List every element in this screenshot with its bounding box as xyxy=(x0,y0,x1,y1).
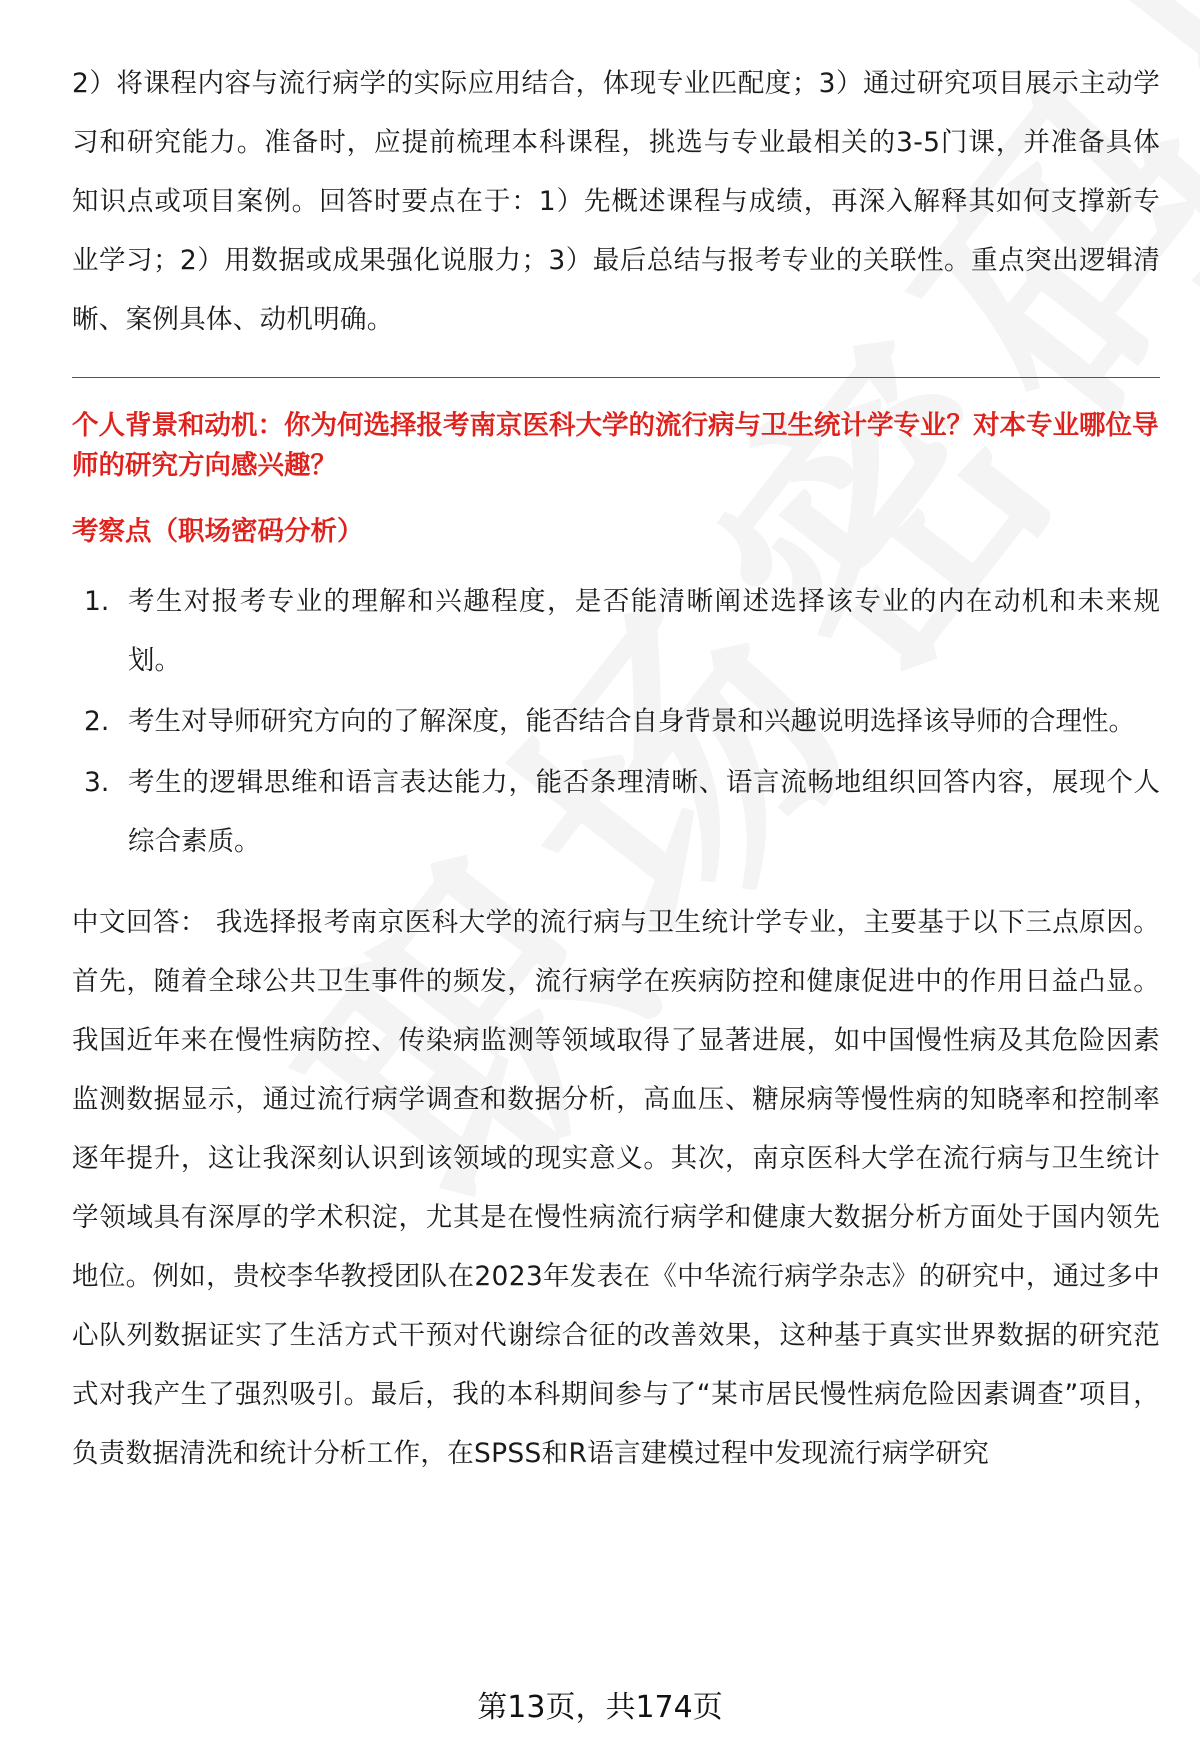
points-heading: 考察点（职场密码分析） xyxy=(72,516,364,547)
list-item-number: 1. xyxy=(84,586,110,617)
list-item xyxy=(72,692,1160,751)
answer-paragraph: 中文回答： 我选择报考南京医科大学的流行病与卫生统计学专业，主要基于以下三点原因。首先，随着全球公共卫生事件的频发，流行病学在疾病防控和健康促进中的作用日益凸显。我国近年来在慢性病防控、传染病监测等领域取得了显著进展，如中国慢性病及其危险因素监测数据显示，通过流行病学调查和数据分析，高血压、糖尿病等慢性病的知晓率和控制率逐年提升，这让我深刻认识到该领域的现实意义。其次，南京医科大学在流行病与卫生统计学领域具有深厚的学术积淀，尤其是在慢性病流行病学和健康大数据分析方面处于国内领先地位。例如，贵校李华教授团队在2023年发表在《中华流行病学杂志》的研究中，通过多中心队列数据证实了生活方式干预对代谢综合征的改善效果，这种基于真实世界数据的研究范式对我产生了强烈吸引。最后，我的本科期间参与了“某市居民慢性病危险因素调查”项目，负责数据清洗和统计分析工作，在SPSS和R语言建模过程中发现流行病学研究 xyxy=(72,907,1160,1469)
list-item-text: 考生的逻辑思维和语言表达能力，能否条理清晰、语言流畅地组织回答内容，展现个人综合素质。 xyxy=(128,767,1160,857)
list-item xyxy=(72,753,1160,871)
intro-paragraph: 2）将课程内容与流行病学的实际应用结合，体现专业匹配度；3）通过研究项目展示主动学习和研究能力。准备时，应提前梳理本科课程，挑选与专业最相关的3-5门课，并准备具体知识点或项目案例。回答时要点在于：1）先概述课程与成绩，再深入解释其如何支撑新专业学习；2）用数据或成果强化说服力；3）最后总结与报考专业的关联性。重点突出逻辑清晰、案例具体、动机明确。 xyxy=(72,68,1160,335)
list-item-number: 3. xyxy=(84,767,110,798)
question-heading: 个人背景和动机：你为何选择报考南京医科大学的流行病与卫生统计学专业？对本专业哪位导师的研究方向感兴趣？ xyxy=(72,410,1159,481)
list-item-text: 考生对导师研究方向的了解深度，能否结合自身背景和兴趣说明选择该导师的合理性。 xyxy=(128,706,1135,737)
list-item-number: 2. xyxy=(84,706,110,737)
list-item xyxy=(72,572,1160,690)
list-item-text: 考生对报考专业的理解和兴趣程度，是否能清晰阐述选择该专业的内在动机和未来规划。 xyxy=(128,586,1160,676)
section-divider xyxy=(72,377,1160,378)
points-list xyxy=(72,572,1160,871)
page-number: 第13页，共174页 xyxy=(477,1690,723,1725)
page-content xyxy=(72,54,1160,1483)
